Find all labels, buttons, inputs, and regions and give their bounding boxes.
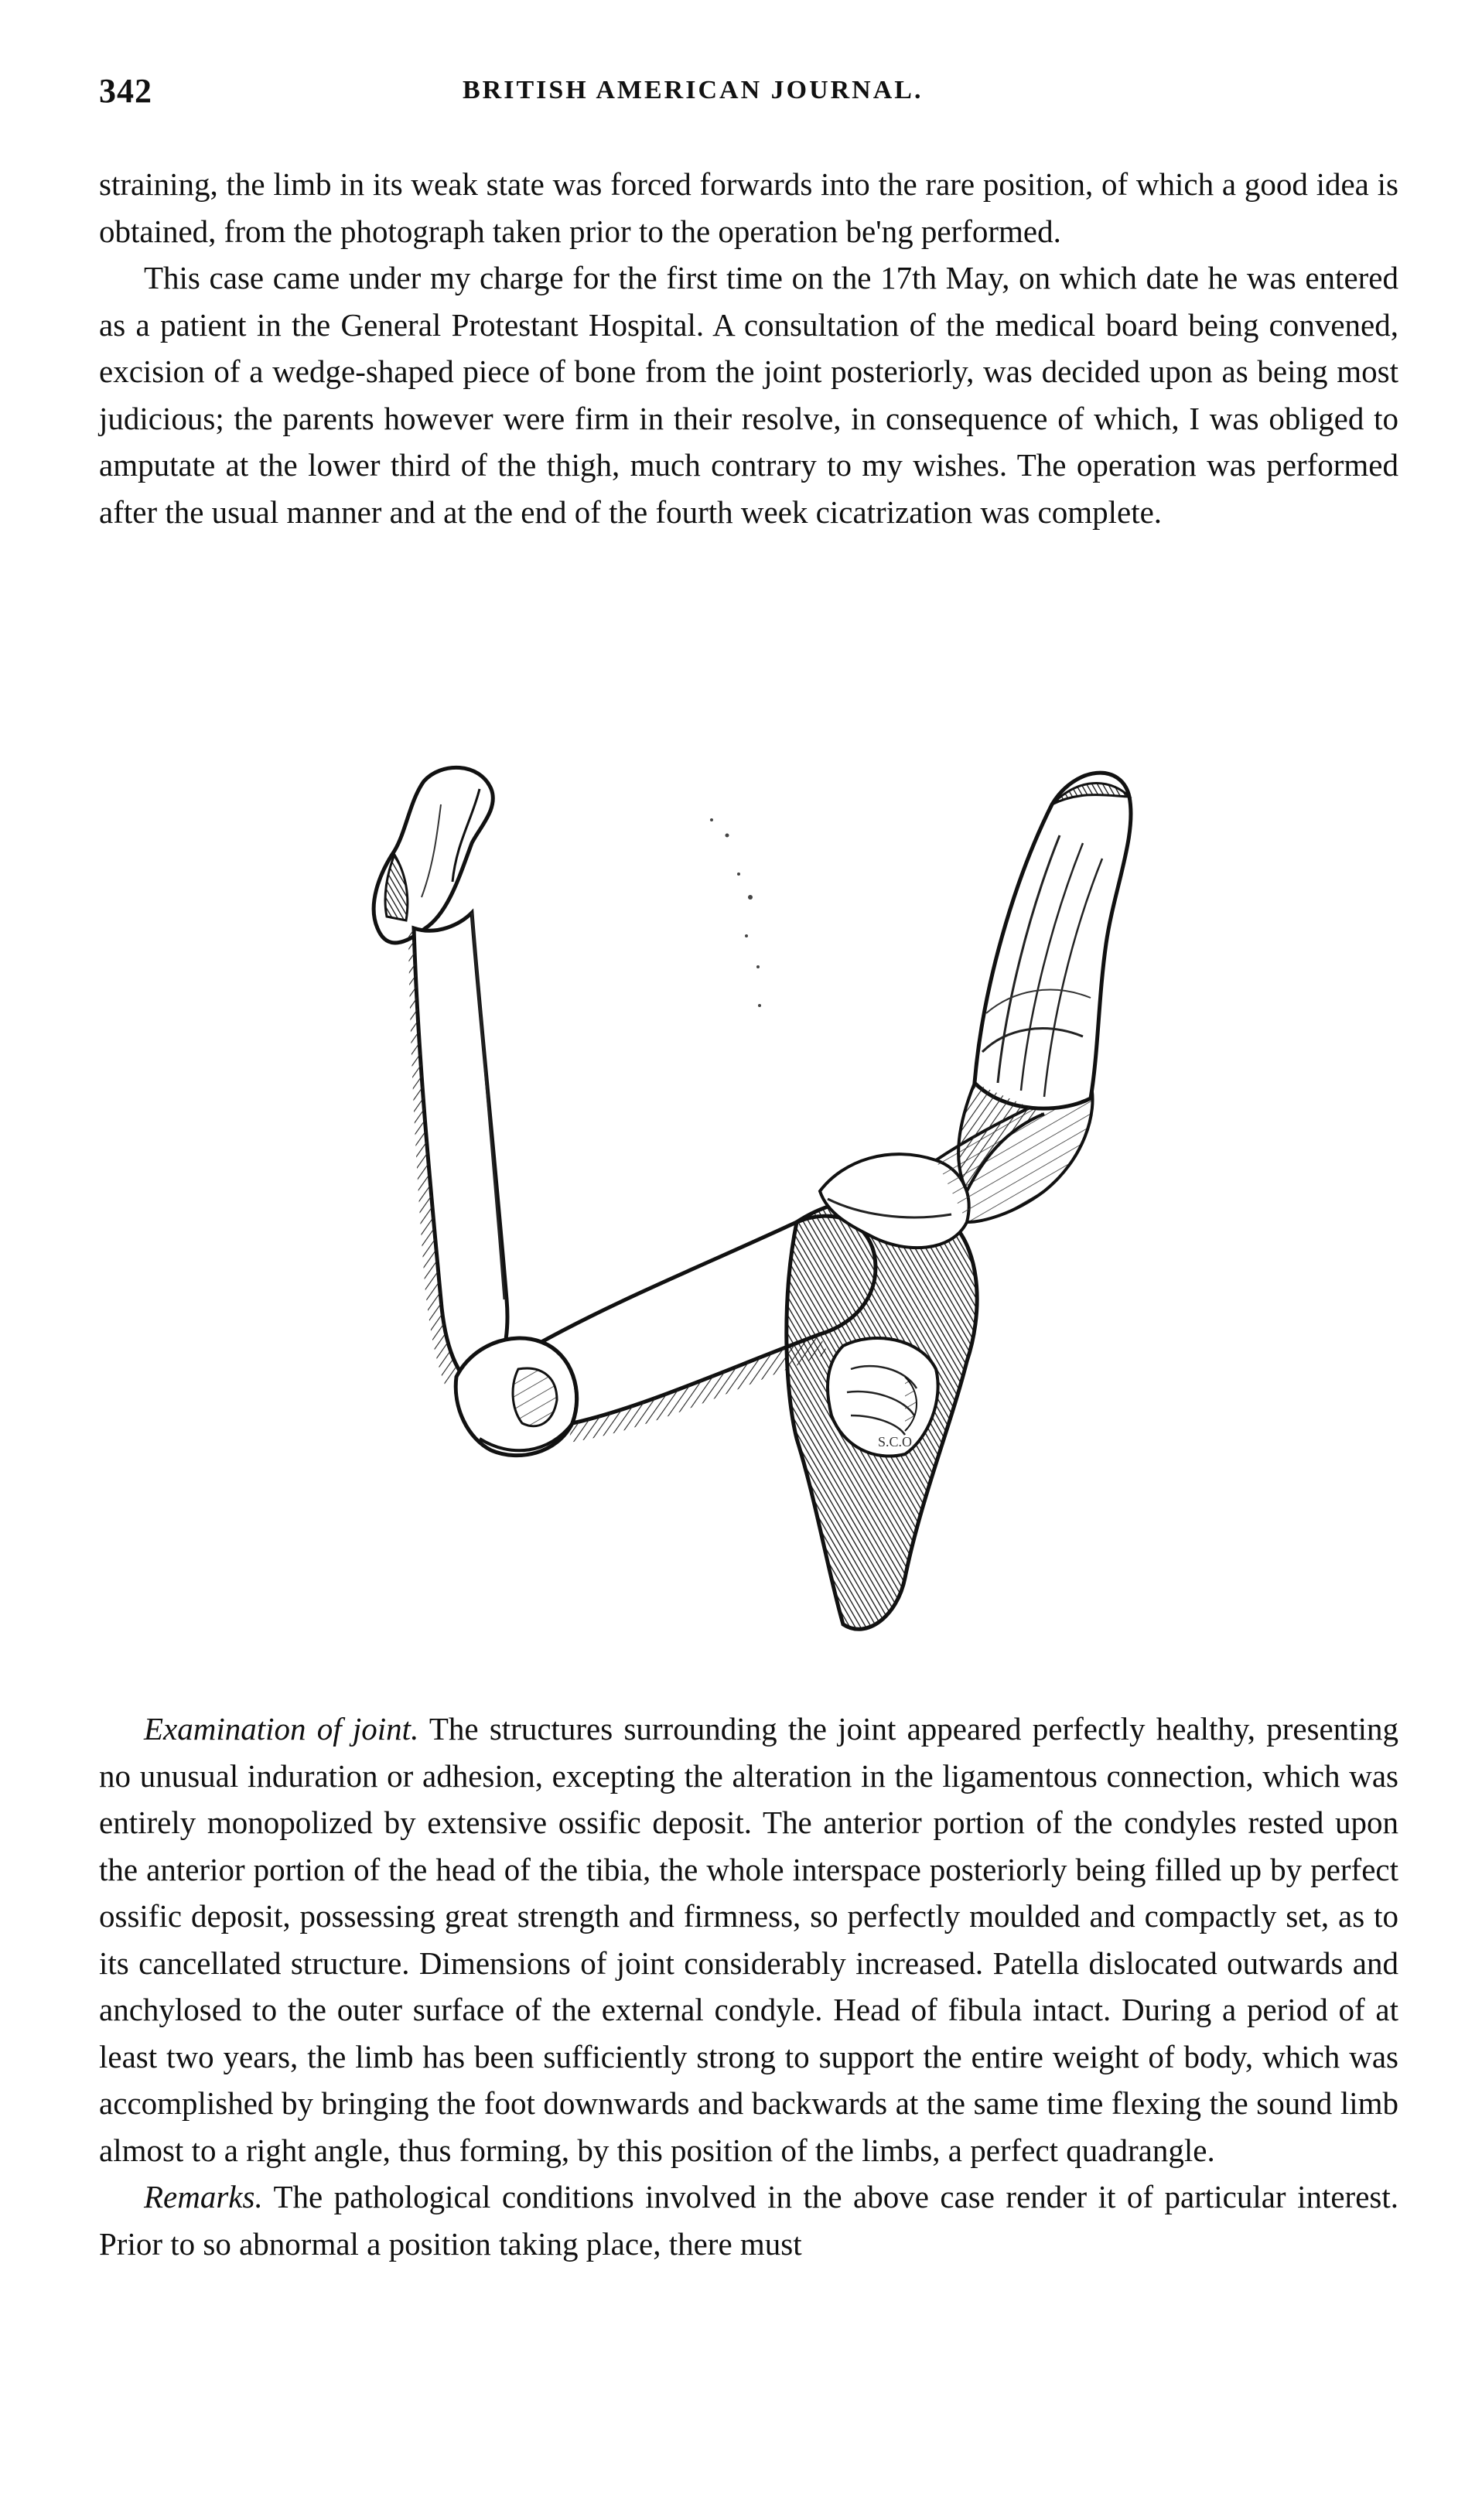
remarks-heading: Remarks. — [144, 2179, 263, 2214]
amputated-limb-engraving — [364, 758, 1462, 1686]
page-number: 342 — [99, 72, 152, 110]
engraver-mark: S.C.O. — [878, 1434, 916, 1450]
paragraph-case-history: This case came under my charge for the first time on the 17th May, on which date he was entered as a patient in the General Protestant Hospital. A consultation of the medical board being convened, excision of a wedge-shaped piece of bone from the joint posteriorly, was decided upon as being most judicious; the parents however were firm in their resolve, in consequence of which, I was obliged to amputate at the lower third of the thigh, much contrary to my wishes. The operation was performed after the usual manner and at the end of the fourth week cicatrization was complete. — [99, 260, 1398, 530]
examination-text: The structures surrounding the joint appeared perfectly healthy, presenting no unusual induration or adhesion, excepting the alteration in the ligamentous connection, which was entirely monopolized by extensive ossific deposit. The anterior portion of the condyles rested upon the anterior portion of the head of the tibia, the whole interspace posteriorly being filled up by perfect ossific deposit, possessing great strength and firmness, so perfectly moulded and compactly set, as to its cancellated structure. Dimensions of joint considerably increased. Patella dislocated outwards and anchylosed to the outer surface of the external condyle. Head of fibula intact. During a period of at least two years, the limb has been sufficiently strong to support the entire weight of body, which was accomplished by bringing the foot downwards and backwards at the same time flexing the sound limb almost to a right angle, thus forming, by this position of the limbs, a perfect quadrangle. — [99, 1711, 1398, 2168]
paragraph-examination — [99, 1706, 1398, 2173]
journal-title: BRITISH AMERICAN JOURNAL. — [463, 76, 924, 104]
running-head — [99, 71, 1398, 125]
paragraph-remarks — [99, 2173, 1398, 2267]
text-block-bottom — [99, 1706, 1398, 2267]
lower-leg-drawing — [408, 913, 507, 1392]
paragraph-continuation: straining, the limb in its weak state was forced forwards into the rare position, of which a good idea is obtained, from the photograph taken prior to the operation be'ng performed. — [99, 166, 1398, 249]
amputation-stump-drawing — [787, 1199, 977, 1629]
foot-drawing — [374, 767, 493, 943]
limb-illustration — [364, 758, 1462, 1686]
examination-heading: Examination of joint. — [144, 1711, 419, 1747]
text-block-top — [99, 161, 1398, 535]
remarks-text: The pathological conditions involved in the above case render it of particular interest. Prior to so abnormal a position taking place, there must — [99, 2179, 1398, 2262]
scan-specks — [710, 818, 761, 1007]
knee-joint-drawing — [456, 1338, 576, 1456]
